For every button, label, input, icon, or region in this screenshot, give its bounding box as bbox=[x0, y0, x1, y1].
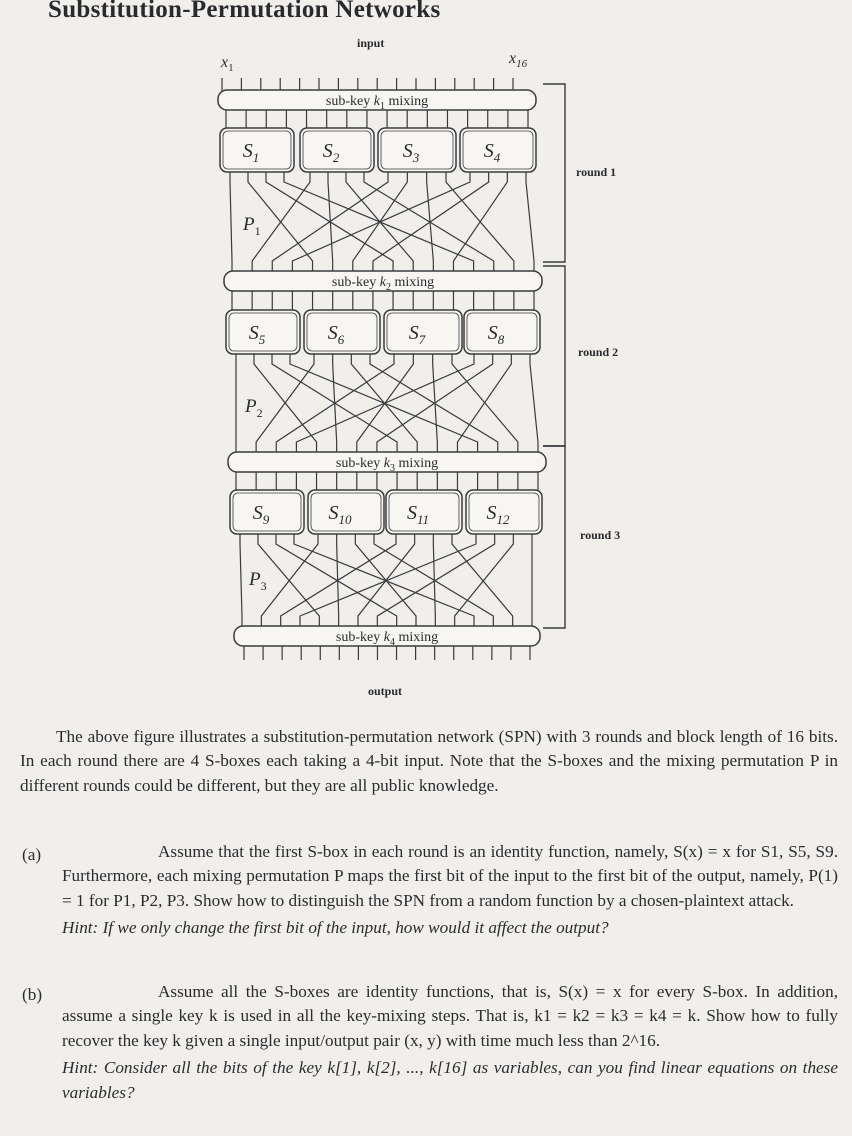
permutation-wire bbox=[526, 172, 534, 271]
sbox-label: $S_6$ bbox=[327, 322, 345, 347]
key-mixing-label: sub-key $k_4$ mixing bbox=[335, 630, 439, 648]
sbox-label: $S_5$ bbox=[248, 322, 266, 347]
sbox-label: $S_{10}$ bbox=[328, 502, 352, 527]
page-title: Substitution-Permutation Networks bbox=[48, 0, 441, 23]
sbox-label: $S_4$ bbox=[483, 140, 501, 165]
sbox-label: $S_8$ bbox=[487, 322, 505, 347]
sbox-label: $S_7$ bbox=[408, 322, 426, 347]
permutation-wire bbox=[452, 534, 513, 626]
key-mixing-label: sub-key $k_2$ mixing bbox=[331, 275, 435, 293]
round-bracket bbox=[543, 84, 565, 262]
permutation-wire bbox=[240, 534, 242, 626]
part-b-label: (b) bbox=[22, 985, 43, 1004]
sbox-label: $S_3$ bbox=[402, 140, 420, 165]
sbox-layer bbox=[220, 128, 542, 534]
x1-label: $x_1$ bbox=[221, 54, 234, 74]
part-b-body bbox=[62, 980, 838, 1105]
part-b-text: Assume all the S-boxes are identity functions, that is, S(x) = x for every S-box. In addition, assume a single key k is used in all the key-mixing steps. That is, k1 = k2 = k3 = k4 = k. Show how to fully recover the key k given a single input/output pair (x, y) with time much less than 2^16. bbox=[62, 982, 838, 1050]
permutation-wire bbox=[300, 534, 476, 626]
sbox-label: $S_{11}$ bbox=[406, 502, 430, 527]
round-3-label: round 3 bbox=[580, 528, 621, 542]
permutation-wire bbox=[364, 172, 494, 271]
permutation-wire bbox=[377, 534, 494, 626]
round-bracket bbox=[543, 446, 565, 628]
sbox-label: $S_2$ bbox=[322, 140, 340, 165]
permutation-wire bbox=[284, 172, 474, 271]
permutation-wire bbox=[296, 354, 474, 452]
sbox-label: $S_1$ bbox=[242, 140, 260, 165]
permutation-wire bbox=[256, 354, 314, 452]
sbox-label: $S_{12}$ bbox=[486, 502, 510, 527]
permutation-wire bbox=[373, 172, 489, 271]
key-mixing-label: sub-key $k_1$ mixing bbox=[325, 94, 429, 112]
part-a-text: Assume that the first S-box in each round is an identity function, namely, S(x) = x for S1, S5, S9. Furthermore, each mixing permutation P maps the first bit of the input to the first bit of the output, namely, P(1) = 1 for P1, P2, P3. Show how to distinguish the SPN from a random function by a chosen-plaintext attack. bbox=[62, 842, 839, 910]
key-mixing-label: sub-key $k_3$ mixing bbox=[335, 456, 439, 474]
permutation-wire bbox=[530, 354, 538, 452]
input-label: input bbox=[357, 36, 385, 50]
part-b-hint: Hint: Consider all the bits of the key k[1], k[2], ..., k[16] as variables, can you find linear equations on these variables? bbox=[62, 1058, 838, 1102]
part-a-label: (a) bbox=[22, 845, 42, 864]
permutation-wire bbox=[272, 172, 388, 271]
permutation-wire bbox=[252, 172, 310, 271]
p1-label: $P_1$ bbox=[243, 214, 261, 238]
round-bracket bbox=[543, 266, 565, 446]
permutation-wire bbox=[377, 354, 493, 452]
p3-label: $P_3$ bbox=[249, 569, 267, 593]
x16-label: $x_{16}$ bbox=[509, 50, 528, 70]
part-a-hint: Hint: If we only change the first bit of the input, how would it affect the output? bbox=[62, 918, 609, 938]
intro-paragraph: The above figure illustrates a substitution-permutation network (SPN) with 3 rounds and block length of 16 bits. In each round there are 4 S-boxes each taking a 4-bit input. Note that the S-boxes and the mixing permutation P in different rounds could be different, but they are all public knowledge. bbox=[20, 727, 838, 795]
round-2-label: round 2 bbox=[578, 345, 619, 359]
p2-label: $P_2$ bbox=[245, 396, 263, 420]
permutation-wire bbox=[276, 354, 394, 452]
round-brackets bbox=[543, 84, 565, 628]
output-label: output bbox=[368, 684, 403, 698]
round-1-label: round 1 bbox=[576, 165, 617, 179]
sbox-label: $S_9$ bbox=[252, 502, 270, 527]
part-a-body bbox=[62, 840, 838, 941]
permutation-wire bbox=[230, 172, 232, 271]
permutation-wire bbox=[358, 534, 415, 626]
